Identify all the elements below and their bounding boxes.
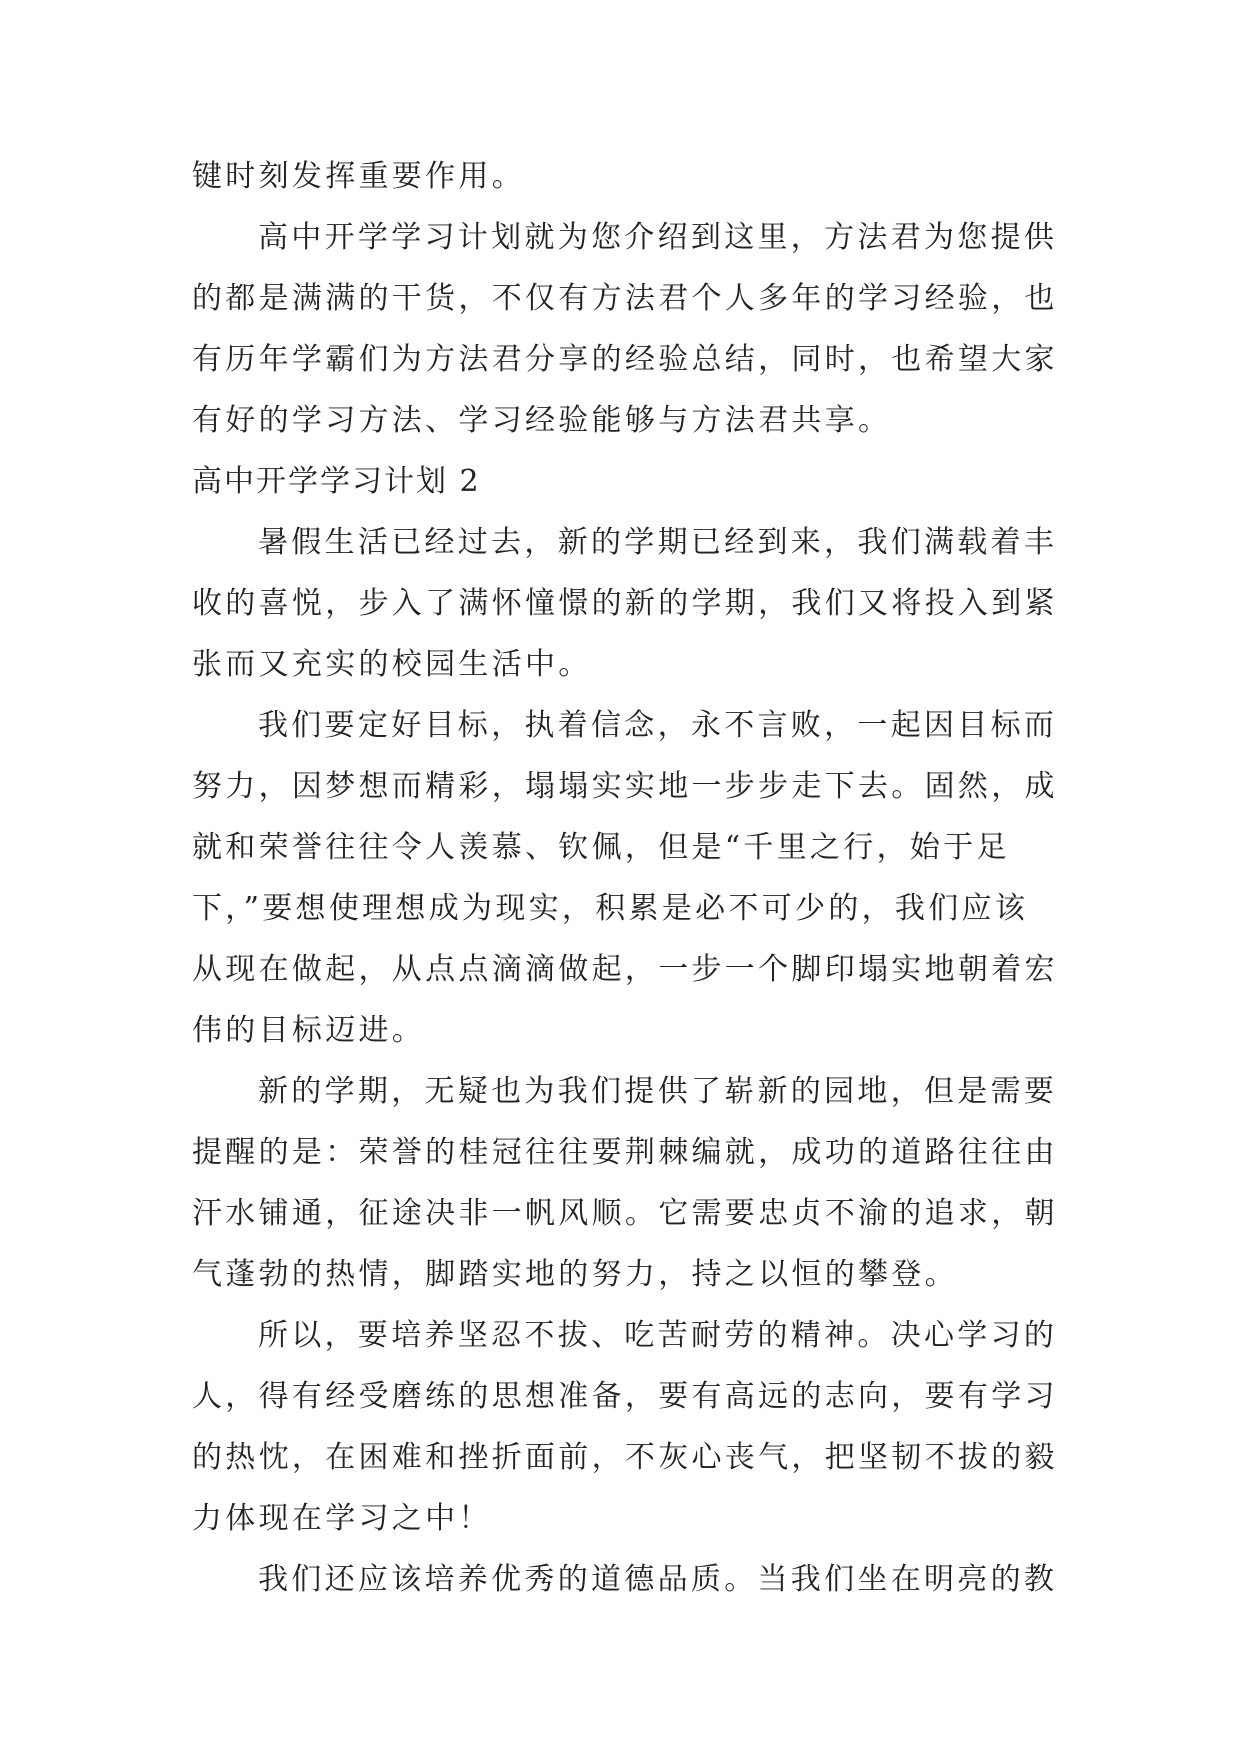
text-line: 我们还应该培养优秀的道德品质。当我们坐在明亮的教 [258, 1562, 1058, 1597]
text-line: 力体现在学习之中！ [192, 1501, 492, 1536]
text-line: 人，得有经受磨练的思想准备，要有高远的志向，要有学习 [192, 1379, 1058, 1414]
text-line: 暑假生活已经过去，新的学期已经到来，我们满载着丰 [258, 525, 1058, 560]
text-line: 就和荣誉往往令人羡慕、钦佩，但是“千里之行，始于足 [192, 830, 1010, 865]
text-line: 的热忱，在困难和挫折面前，不灰心丧气，把坚韧不拔的毅 [192, 1440, 1058, 1475]
text-line: 有好的学习方法、学习经验能够与方法君共享。 [192, 403, 892, 438]
text-line: 伟的目标迈进。 [192, 1013, 426, 1048]
text-line: 提醒的是：荣誉的桂冠往往要荆棘编就，成功的道路往往由 [192, 1135, 1058, 1170]
text-line: 新的学期，无疑也为我们提供了崭新的园地，但是需要 [258, 1074, 1058, 1109]
text-line: 汗水铺通，征途决非一帆风顺。它需要忠贞不渝的追求，朝 [192, 1196, 1058, 1231]
text-line: 键时刻发挥重要作用。 [192, 159, 525, 194]
text-line: 有历年学霸们为方法君分享的经验总结，同时，也希望大家 [192, 342, 1058, 377]
text-line: 高中开学学习计划就为您介绍到这里，方法君为您提供 [258, 220, 1058, 255]
text-line: 所以，要培养坚忍不拔、吃苦耐劳的精神。决心学习的 [258, 1318, 1058, 1353]
text-line: 从现在做起，从点点滴滴做起，一步一个脚印塌实地朝着宏 [192, 952, 1058, 987]
document-page [192, 146, 1058, 1610]
text-line: 气蓬勃的热情，脚踏实地的努力，持之以恒的攀登。 [192, 1257, 958, 1292]
text-line: 收的喜悦，步入了满怀憧憬的新的学期，我们又将投入到紧 [192, 586, 1058, 621]
section-heading: 高中开学学习计划 2 [192, 464, 481, 499]
text-line: 张而又充实的校园生活中。 [192, 647, 592, 682]
text-line: 努力，因梦想而精彩，塌塌实实地一步步走下去。固然，成 [192, 769, 1058, 804]
text-line: 下，”要想使理想成为现实，积累是必不可少的，我们应该 [192, 891, 1029, 926]
text-line: 的都是满满的干货，不仅有方法君个人多年的学习经验，也 [192, 281, 1058, 316]
text-line: 我们要定好目标，执着信念，永不言败，一起因目标而 [258, 708, 1058, 743]
